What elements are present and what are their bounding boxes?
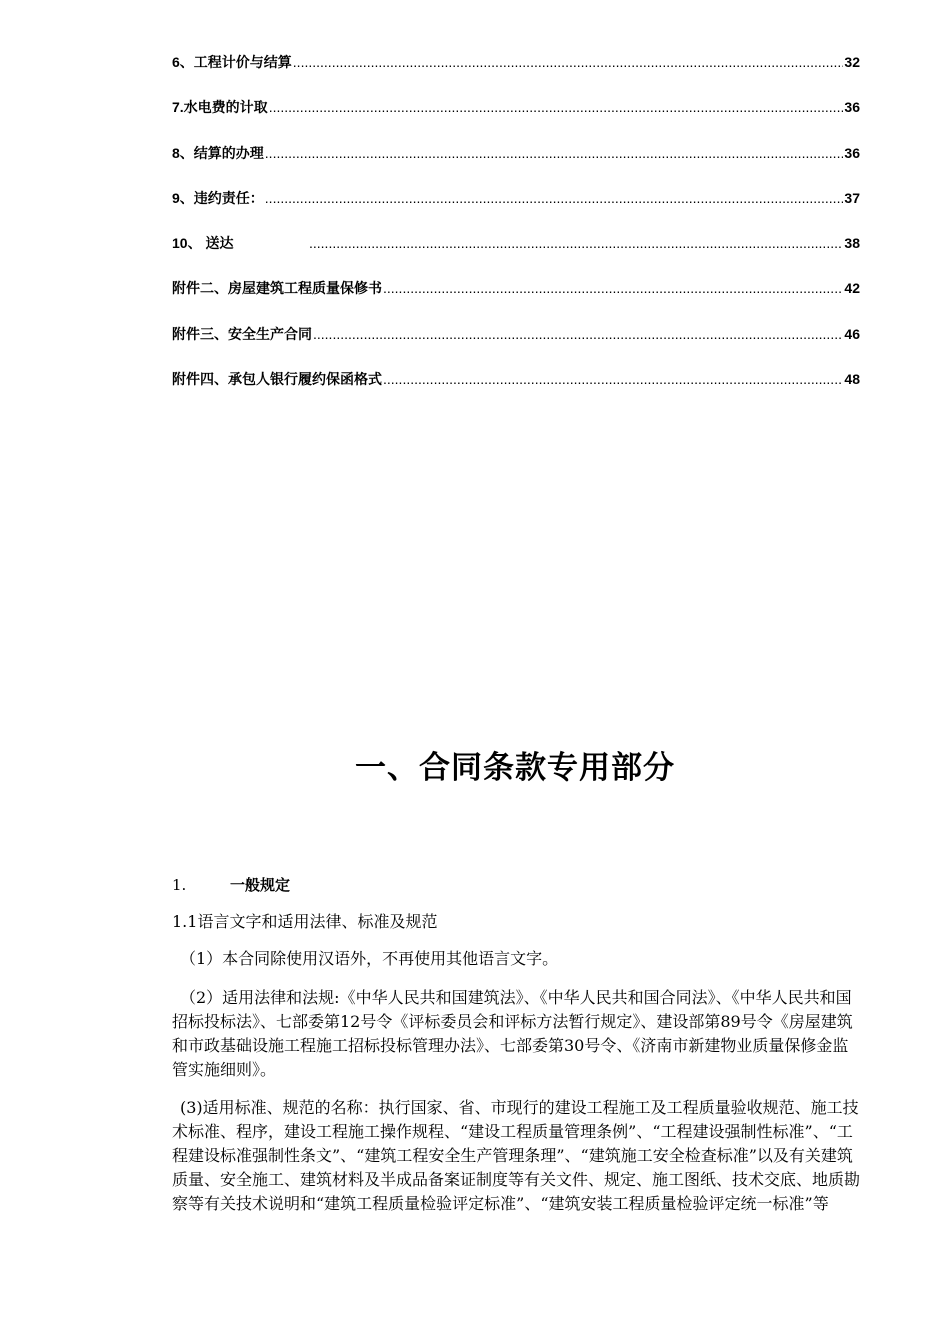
toc-entry-label: 8、结算的办理 <box>172 144 264 161</box>
toc-entry[interactable] <box>172 188 860 233</box>
toc-entry-label: 附件二、房屋建筑工程质量保修书 <box>172 280 382 297</box>
toc-entry[interactable] <box>172 143 860 188</box>
table-of-contents <box>172 52 860 414</box>
toc-entry-page: 46 <box>844 325 860 342</box>
toc-entry-label: 9、违约责任： <box>172 189 264 206</box>
toc-entry-label: 6、工程计价与结算 <box>172 54 292 70</box>
paragraph: （2）适用法律和法规:《中华人民共和国建筑法》、《中华人民共和国合同法》、《中华人民共和国招标投标法》、七部委第12号令《评标委员会和评标方法暂行规定》、建设部第89号令《房屋建筑和市政基础设施工程施工招标投标管理办法》、七部委第30号令、《济南市新建物业质量保修金监管实施细则》。 <box>172 988 853 1079</box>
toc-entry-page: 36 <box>844 144 860 161</box>
toc-entry[interactable] <box>172 324 860 369</box>
paragraph: (3)适用标准、规范的名称：执行国家、省、市现行的建设工程施工及工程质量验收规范、施工技术标准、程序，建设工程施工操作规程、“建设工程质量管理条例”、“工程建设强制性标准”、“工程建设标准强制性条文”、“建筑工程安全生产管理条理”、“建筑施工安全检查标准”以及有关建筑质量、安全施工、建筑材料及半成品备案证制度等有关文件、规定、施工图纸、技术交底、地质勘察等有关技术说明和“建筑工程质量检验评定标准”、“建筑安装工程质量检验评定统一标准”等 <box>172 1098 861 1213</box>
toc-entry[interactable] <box>172 52 860 97</box>
toc-leader-dots <box>265 190 844 206</box>
toc-leader-dots <box>309 235 843 251</box>
toc-leader-dots <box>269 99 844 115</box>
toc-entry-page: 37 <box>844 189 860 206</box>
toc-entry[interactable] <box>172 233 860 278</box>
toc-entry[interactable] <box>172 97 860 142</box>
toc-entry-label: 7.水电费的计取 <box>172 99 268 116</box>
toc-entry-label: 10、 送达 <box>172 235 234 252</box>
toc-entry-page: 38 <box>844 235 860 252</box>
toc-entry-page: 48 <box>844 371 860 388</box>
toc-leader-dots <box>313 326 843 342</box>
heading-number: 1. <box>172 876 187 894</box>
toc-entry-label: 附件四、承包人银行履约保函格式 <box>172 371 382 388</box>
section-title: 一、合同条款专用部分 <box>355 750 675 786</box>
subheading: 1.1语言文字和适用法律、标准及规范 <box>172 912 438 931</box>
toc-entry[interactable] <box>172 369 860 414</box>
toc-entry-label: 附件三、安全生产合同 <box>172 325 312 342</box>
paragraph: （1）本合同除使用汉语外，不再使用其他语言文字。 <box>180 949 559 968</box>
heading-text: 一般规定 <box>230 876 291 894</box>
toc-entry[interactable] <box>172 278 860 323</box>
toc-leader-dots <box>383 280 843 296</box>
toc-leader-dots <box>383 371 843 387</box>
toc-entry-page: 36 <box>844 99 860 116</box>
toc-entry-page: 32 <box>844 54 860 70</box>
toc-leader-dots <box>265 145 844 161</box>
toc-entry-page: 42 <box>844 280 860 297</box>
toc-leader-dots <box>293 54 844 70</box>
section-heading <box>172 874 290 895</box>
